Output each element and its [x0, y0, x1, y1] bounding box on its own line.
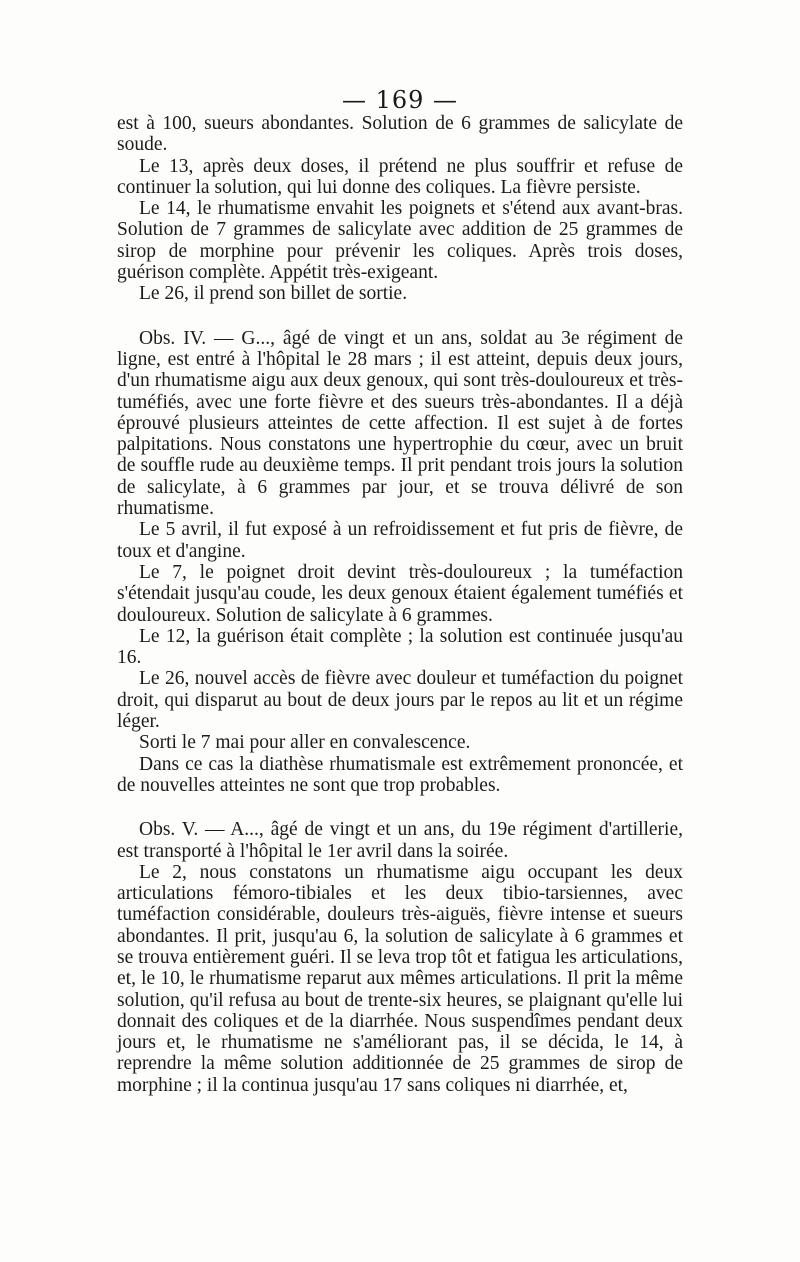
paragraph: Le 26, nouvel accès de fièvre avec douleur et tuméfaction du poignet droit, qui disparut au bout de deux jours par le repos au lit et un régime léger.	[117, 668, 683, 733]
paragraph: Le 5 avril, il fut exposé à un refroidissement et fut pris de fièvre, de toux et d'angine.	[117, 519, 683, 562]
page-number: — 169 —	[341, 86, 459, 114]
paragraph: Le 12, la guérison était complète ; la solution est continuée jusqu'au 16.	[117, 625, 683, 669]
observation-iv-paragraph: Obs. IV. — G..., âgé de vingt et un ans, soldat au 3e régiment de ligne, est entré à l'hôpital le 28 mars ; il est atteint, depuis deux jours, d'un rhumatisme aigu aux deux genoux, qui sont très-douloureux et très-tuméfiés, avec une forte fièvre et des sueurs très-abondantes. Il a déjà éprouvé plusieurs atteintes de cette affection. Il est sujet à de fortes palpitations. Nous constatons une hypertrophie du cœur, avec un bruit de souffle rude au deuxième temps. Il prit pendant trois jours la solution de salicylate, à 6 grammes par jour, et se trouva délivré de son rhumatisme.	[117, 327, 683, 520]
paragraph: Le 26, il prend son billet de sortie.	[139, 283, 408, 305]
paragraph: Le 14, le rhumatisme envahit les poignets et s'étend aux avant-bras. Solution de 7 grammes de salicylate avec addition de 25 grammes de sirop de morphine pour prévenir les coliques. Après trois doses, guérison complète. Appétit très-exigeant.	[117, 198, 683, 284]
paragraph: Le 7, le poignet droit devint très-douloureux ; la tuméfaction s'étendait jusqu'au coude, les deux genoux étaient également tuméfiés et douloureux. Solution de salicylate à 6 grammes.	[117, 561, 683, 626]
paragraph: est à 100, sueurs abondantes. Solution de 6 grammes de salicylate de soude.	[117, 113, 683, 156]
paragraph: Dans ce cas la diathèse rhumatismale est extrêmement prononcée, et de nouvelles atteintes ne sont que trop probables.	[117, 753, 683, 796]
observation-v-paragraph: Obs. V. — A..., âgé de vingt et un ans, du 19e régiment d'artillerie, est transporté à l'hôpital le 1er avril dans la soirée.	[117, 819, 683, 862]
paragraph: Le 2, nous constatons un rhumatisme aigu occupant les deux articulations fémoro-tibiales et les deux tibio-tarsiennes, avec tuméfaction considérable, douleurs très-aiguës, fièvre intense et sueurs abondantes. Il prit, jusqu'au 6, la solution de salicylate à 6 grammes et se trouva entièrement guéri. Il se leva trop tôt et fatigua les articulations, et, le 10, le rhumatisme reparut aux mêmes articulations. Il prit la même solution, qu'il refusa au bout de trente-six heures, se plaignant qu'elle lui donnait des coliques et de la diarrhée. Nous suspendîmes pendant deux jours et, le rhumatisme ne s'améliorant pas, il se décida, le 14, à reprendre la même solution additionnée de 25 grammes de sirop de morphine ; il la continua jusqu'au 17 sans coliques ni diarrhée, et,	[117, 861, 683, 1096]
page-body	[117, 113, 683, 1096]
paragraph: Le 13, après deux doses, il prétend ne plus souffrir et refuse de continuer la solution, qui lui donne des coliques. La fièvre persiste.	[117, 155, 683, 198]
paragraph: Sorti le 7 mai pour aller en convalescence.	[139, 732, 471, 754]
